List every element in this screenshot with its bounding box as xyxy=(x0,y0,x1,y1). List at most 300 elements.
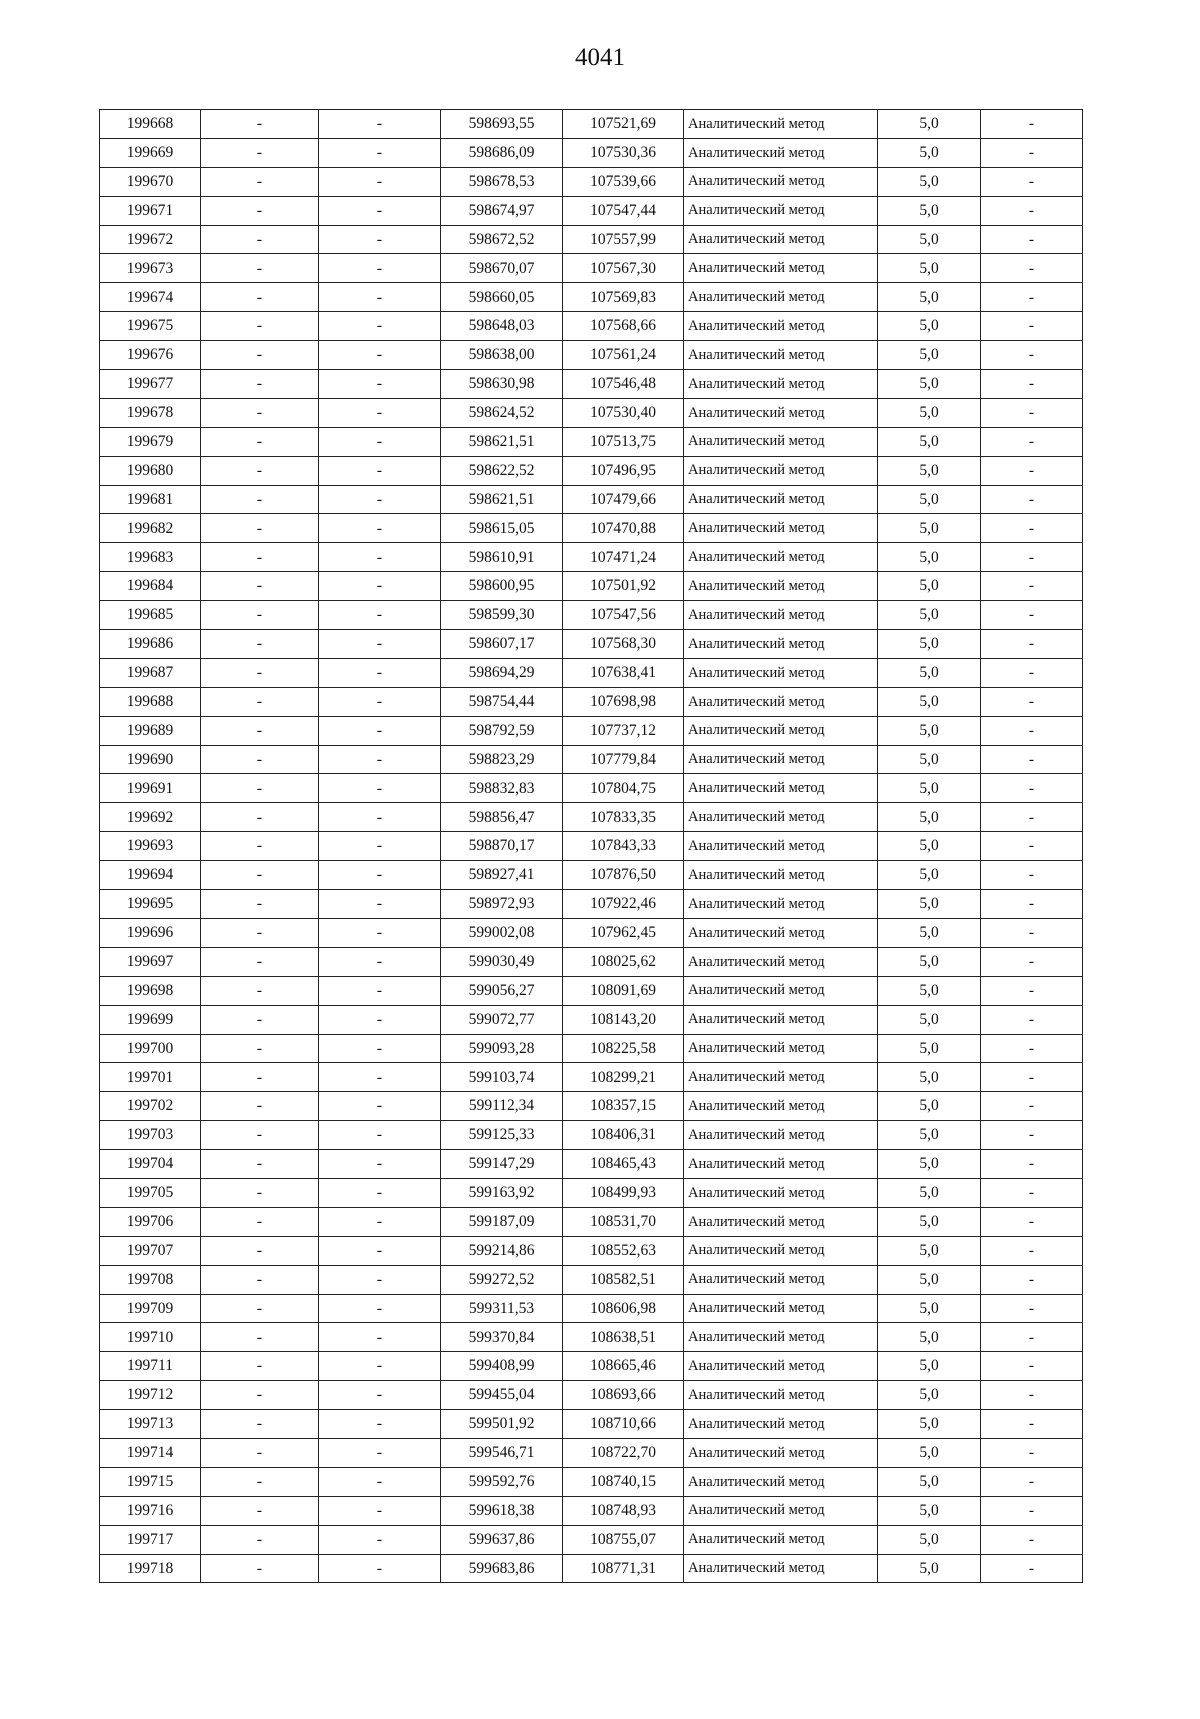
accuracy-cell: 5,0 xyxy=(878,398,981,427)
empty-cell: - xyxy=(981,803,1083,832)
point-number-cell: 199701 xyxy=(100,1063,201,1092)
method-cell: Аналитический метод xyxy=(684,1034,878,1063)
accuracy-cell: 5,0 xyxy=(878,803,981,832)
empty-cell: - xyxy=(981,976,1083,1005)
method-cell: Аналитический метод xyxy=(684,341,878,370)
accuracy-cell: 5,0 xyxy=(878,225,981,254)
empty-cell: - xyxy=(319,370,441,399)
accuracy-cell: 5,0 xyxy=(878,890,981,919)
method-cell: Аналитический метод xyxy=(684,138,878,167)
point-number-cell: 199669 xyxy=(100,138,201,167)
y-coordinate-cell: 108499,93 xyxy=(563,1178,684,1207)
empty-cell: - xyxy=(201,572,319,601)
empty-cell: - xyxy=(981,1525,1083,1554)
empty-cell: - xyxy=(981,1554,1083,1583)
empty-cell: - xyxy=(201,658,319,687)
y-coordinate-cell: 107547,56 xyxy=(563,601,684,630)
accuracy-cell: 5,0 xyxy=(878,283,981,312)
empty-cell: - xyxy=(981,1005,1083,1034)
accuracy-cell: 5,0 xyxy=(878,370,981,399)
method-cell: Аналитический метод xyxy=(684,254,878,283)
empty-cell: - xyxy=(201,225,319,254)
accuracy-cell: 5,0 xyxy=(878,1438,981,1467)
y-coordinate-cell: 107779,84 xyxy=(563,745,684,774)
accuracy-cell: 5,0 xyxy=(878,601,981,630)
accuracy-cell: 5,0 xyxy=(878,658,981,687)
method-cell: Аналитический метод xyxy=(684,1265,878,1294)
empty-cell: - xyxy=(319,572,441,601)
table-row xyxy=(100,1438,1083,1467)
empty-cell: - xyxy=(201,1150,319,1179)
table-row xyxy=(100,196,1083,225)
empty-cell: - xyxy=(319,225,441,254)
method-cell: Аналитический метод xyxy=(684,832,878,861)
table-row xyxy=(100,1236,1083,1265)
x-coordinate-cell: 598648,03 xyxy=(441,312,563,341)
y-coordinate-cell: 107557,99 xyxy=(563,225,684,254)
empty-cell: - xyxy=(319,1323,441,1352)
table-row xyxy=(100,110,1083,139)
empty-cell: - xyxy=(201,1121,319,1150)
empty-cell: - xyxy=(981,514,1083,543)
empty-cell: - xyxy=(319,1265,441,1294)
y-coordinate-cell: 108143,20 xyxy=(563,1005,684,1034)
point-number-cell: 199712 xyxy=(100,1381,201,1410)
x-coordinate-cell: 599618,38 xyxy=(441,1496,563,1525)
empty-cell: - xyxy=(201,398,319,427)
point-number-cell: 199678 xyxy=(100,398,201,427)
empty-cell: - xyxy=(319,1207,441,1236)
accuracy-cell: 5,0 xyxy=(878,630,981,659)
point-number-cell: 199695 xyxy=(100,890,201,919)
point-number-cell: 199688 xyxy=(100,687,201,716)
table-row xyxy=(100,658,1083,687)
point-number-cell: 199682 xyxy=(100,514,201,543)
point-number-cell: 199705 xyxy=(100,1178,201,1207)
empty-cell: - xyxy=(981,485,1083,514)
table-row xyxy=(100,1381,1083,1410)
accuracy-cell: 5,0 xyxy=(878,1410,981,1439)
table-row xyxy=(100,138,1083,167)
method-cell: Аналитический метод xyxy=(684,687,878,716)
empty-cell: - xyxy=(981,1034,1083,1063)
y-coordinate-cell: 108693,66 xyxy=(563,1381,684,1410)
empty-cell: - xyxy=(201,1381,319,1410)
x-coordinate-cell: 598624,52 xyxy=(441,398,563,427)
x-coordinate-cell: 598599,30 xyxy=(441,601,563,630)
empty-cell: - xyxy=(201,196,319,225)
table-row xyxy=(100,1525,1083,1554)
table-row xyxy=(100,1178,1083,1207)
table-body xyxy=(100,110,1083,1583)
empty-cell: - xyxy=(981,1236,1083,1265)
y-coordinate-cell: 107804,75 xyxy=(563,774,684,803)
y-coordinate-cell: 107546,48 xyxy=(563,370,684,399)
table-row xyxy=(100,398,1083,427)
point-number-cell: 199694 xyxy=(100,861,201,890)
table-row xyxy=(100,861,1083,890)
coordinates-table xyxy=(99,109,1083,1583)
accuracy-cell: 5,0 xyxy=(878,543,981,572)
point-number-cell: 199702 xyxy=(100,1092,201,1121)
empty-cell: - xyxy=(319,1554,441,1583)
empty-cell: - xyxy=(981,745,1083,774)
empty-cell: - xyxy=(981,1150,1083,1179)
empty-cell: - xyxy=(201,1236,319,1265)
empty-cell: - xyxy=(319,398,441,427)
method-cell: Аналитический метод xyxy=(684,283,878,312)
empty-cell: - xyxy=(201,630,319,659)
y-coordinate-cell: 107501,92 xyxy=(563,572,684,601)
accuracy-cell: 5,0 xyxy=(878,1005,981,1034)
method-cell: Аналитический метод xyxy=(684,861,878,890)
method-cell: Аналитический метод xyxy=(684,196,878,225)
y-coordinate-cell: 108606,98 xyxy=(563,1294,684,1323)
point-number-cell: 199714 xyxy=(100,1438,201,1467)
point-number-cell: 199715 xyxy=(100,1467,201,1496)
x-coordinate-cell: 598630,98 xyxy=(441,370,563,399)
point-number-cell: 199675 xyxy=(100,312,201,341)
empty-cell: - xyxy=(201,1467,319,1496)
empty-cell: - xyxy=(319,167,441,196)
x-coordinate-cell: 598621,51 xyxy=(441,485,563,514)
empty-cell: - xyxy=(981,1467,1083,1496)
accuracy-cell: 5,0 xyxy=(878,341,981,370)
x-coordinate-cell: 598672,52 xyxy=(441,225,563,254)
accuracy-cell: 5,0 xyxy=(878,1178,981,1207)
y-coordinate-cell: 107833,35 xyxy=(563,803,684,832)
y-coordinate-cell: 107471,24 xyxy=(563,543,684,572)
x-coordinate-cell: 599311,53 xyxy=(441,1294,563,1323)
empty-cell: - xyxy=(981,1121,1083,1150)
empty-cell: - xyxy=(981,138,1083,167)
table-row xyxy=(100,947,1083,976)
y-coordinate-cell: 107530,36 xyxy=(563,138,684,167)
empty-cell: - xyxy=(981,687,1083,716)
empty-cell: - xyxy=(981,196,1083,225)
empty-cell: - xyxy=(201,1092,319,1121)
x-coordinate-cell: 599147,29 xyxy=(441,1150,563,1179)
table-row xyxy=(100,803,1083,832)
empty-cell: - xyxy=(201,1265,319,1294)
empty-cell: - xyxy=(319,138,441,167)
x-coordinate-cell: 599125,33 xyxy=(441,1121,563,1150)
y-coordinate-cell: 107737,12 xyxy=(563,716,684,745)
y-coordinate-cell: 107521,69 xyxy=(563,110,684,139)
empty-cell: - xyxy=(319,1467,441,1496)
point-number-cell: 199708 xyxy=(100,1265,201,1294)
x-coordinate-cell: 598754,44 xyxy=(441,687,563,716)
method-cell: Аналитический метод xyxy=(684,456,878,485)
accuracy-cell: 5,0 xyxy=(878,745,981,774)
empty-cell: - xyxy=(319,427,441,456)
method-cell: Аналитический метод xyxy=(684,1092,878,1121)
y-coordinate-cell: 107638,41 xyxy=(563,658,684,687)
table-row xyxy=(100,456,1083,485)
empty-cell: - xyxy=(319,1381,441,1410)
table-row xyxy=(100,1092,1083,1121)
accuracy-cell: 5,0 xyxy=(878,167,981,196)
empty-cell: - xyxy=(981,427,1083,456)
empty-cell: - xyxy=(201,1554,319,1583)
table-row xyxy=(100,312,1083,341)
empty-cell: - xyxy=(319,1236,441,1265)
y-coordinate-cell: 107479,66 xyxy=(563,485,684,514)
method-cell: Аналитический метод xyxy=(684,716,878,745)
table-row xyxy=(100,167,1083,196)
x-coordinate-cell: 599002,08 xyxy=(441,918,563,947)
table-row xyxy=(100,601,1083,630)
point-number-cell: 199692 xyxy=(100,803,201,832)
accuracy-cell: 5,0 xyxy=(878,1352,981,1381)
point-number-cell: 199687 xyxy=(100,658,201,687)
accuracy-cell: 5,0 xyxy=(878,572,981,601)
empty-cell: - xyxy=(201,341,319,370)
empty-cell: - xyxy=(981,630,1083,659)
empty-cell: - xyxy=(319,1178,441,1207)
empty-cell: - xyxy=(981,1265,1083,1294)
x-coordinate-cell: 598870,17 xyxy=(441,832,563,861)
x-coordinate-cell: 598694,29 xyxy=(441,658,563,687)
empty-cell: - xyxy=(201,167,319,196)
point-number-cell: 199700 xyxy=(100,1034,201,1063)
accuracy-cell: 5,0 xyxy=(878,1236,981,1265)
point-number-cell: 199683 xyxy=(100,543,201,572)
table-row xyxy=(100,370,1083,399)
empty-cell: - xyxy=(981,1207,1083,1236)
method-cell: Аналитический метод xyxy=(684,1063,878,1092)
accuracy-cell: 5,0 xyxy=(878,138,981,167)
point-number-cell: 199672 xyxy=(100,225,201,254)
method-cell: Аналитический метод xyxy=(684,1410,878,1439)
empty-cell: - xyxy=(319,1005,441,1034)
y-coordinate-cell: 107569,83 xyxy=(563,283,684,312)
empty-cell: - xyxy=(201,456,319,485)
point-number-cell: 199691 xyxy=(100,774,201,803)
empty-cell: - xyxy=(981,167,1083,196)
x-coordinate-cell: 598638,00 xyxy=(441,341,563,370)
empty-cell: - xyxy=(319,1063,441,1092)
x-coordinate-cell: 598927,41 xyxy=(441,861,563,890)
method-cell: Аналитический метод xyxy=(684,774,878,803)
empty-cell: - xyxy=(201,745,319,774)
x-coordinate-cell: 598832,83 xyxy=(441,774,563,803)
y-coordinate-cell: 107567,30 xyxy=(563,254,684,283)
method-cell: Аналитический метод xyxy=(684,1236,878,1265)
empty-cell: - xyxy=(201,283,319,312)
x-coordinate-cell: 599455,04 xyxy=(441,1381,563,1410)
point-number-cell: 199689 xyxy=(100,716,201,745)
empty-cell: - xyxy=(319,803,441,832)
empty-cell: - xyxy=(981,658,1083,687)
empty-cell: - xyxy=(201,543,319,572)
method-cell: Аналитический метод xyxy=(684,947,878,976)
table-row xyxy=(100,427,1083,456)
accuracy-cell: 5,0 xyxy=(878,976,981,1005)
empty-cell: - xyxy=(981,543,1083,572)
point-number-cell: 199709 xyxy=(100,1294,201,1323)
x-coordinate-cell: 598615,05 xyxy=(441,514,563,543)
table-row xyxy=(100,890,1083,919)
empty-cell: - xyxy=(981,601,1083,630)
empty-cell: - xyxy=(201,1207,319,1236)
table-row xyxy=(100,918,1083,947)
method-cell: Аналитический метод xyxy=(684,572,878,601)
y-coordinate-cell: 107547,44 xyxy=(563,196,684,225)
empty-cell: - xyxy=(201,312,319,341)
empty-cell: - xyxy=(201,832,319,861)
empty-cell: - xyxy=(981,398,1083,427)
method-cell: Аналитический метод xyxy=(684,1467,878,1496)
empty-cell: - xyxy=(981,1178,1083,1207)
empty-cell: - xyxy=(981,918,1083,947)
empty-cell: - xyxy=(981,1294,1083,1323)
x-coordinate-cell: 598972,93 xyxy=(441,890,563,919)
point-number-cell: 199668 xyxy=(100,110,201,139)
method-cell: Аналитический метод xyxy=(684,1207,878,1236)
empty-cell: - xyxy=(319,1438,441,1467)
empty-cell: - xyxy=(981,716,1083,745)
empty-cell: - xyxy=(319,918,441,947)
empty-cell: - xyxy=(319,312,441,341)
accuracy-cell: 5,0 xyxy=(878,1525,981,1554)
method-cell: Аналитический метод xyxy=(684,1294,878,1323)
point-number-cell: 199684 xyxy=(100,572,201,601)
method-cell: Аналитический метод xyxy=(684,1005,878,1034)
point-number-cell: 199717 xyxy=(100,1525,201,1554)
empty-cell: - xyxy=(981,283,1083,312)
x-coordinate-cell: 599093,28 xyxy=(441,1034,563,1063)
x-coordinate-cell: 599163,92 xyxy=(441,1178,563,1207)
y-coordinate-cell: 108755,07 xyxy=(563,1525,684,1554)
x-coordinate-cell: 599103,74 xyxy=(441,1063,563,1092)
empty-cell: - xyxy=(201,110,319,139)
empty-cell: - xyxy=(319,1150,441,1179)
y-coordinate-cell: 108531,70 xyxy=(563,1207,684,1236)
accuracy-cell: 5,0 xyxy=(878,687,981,716)
accuracy-cell: 5,0 xyxy=(878,1034,981,1063)
method-cell: Аналитический метод xyxy=(684,1496,878,1525)
y-coordinate-cell: 108357,15 xyxy=(563,1092,684,1121)
method-cell: Аналитический метод xyxy=(684,976,878,1005)
y-coordinate-cell: 107843,33 xyxy=(563,832,684,861)
point-number-cell: 199710 xyxy=(100,1323,201,1352)
empty-cell: - xyxy=(319,1121,441,1150)
empty-cell: - xyxy=(319,890,441,919)
point-number-cell: 199707 xyxy=(100,1236,201,1265)
empty-cell: - xyxy=(319,976,441,1005)
x-coordinate-cell: 599112,34 xyxy=(441,1092,563,1121)
x-coordinate-cell: 598856,47 xyxy=(441,803,563,832)
y-coordinate-cell: 108665,46 xyxy=(563,1352,684,1381)
accuracy-cell: 5,0 xyxy=(878,1496,981,1525)
accuracy-cell: 5,0 xyxy=(878,485,981,514)
table-row xyxy=(100,687,1083,716)
empty-cell: - xyxy=(319,687,441,716)
x-coordinate-cell: 598610,91 xyxy=(441,543,563,572)
y-coordinate-cell: 107568,66 xyxy=(563,312,684,341)
empty-cell: - xyxy=(201,687,319,716)
empty-cell: - xyxy=(981,225,1083,254)
empty-cell: - xyxy=(201,1410,319,1439)
empty-cell: - xyxy=(981,254,1083,283)
accuracy-cell: 5,0 xyxy=(878,1092,981,1121)
empty-cell: - xyxy=(319,601,441,630)
method-cell: Аналитический метод xyxy=(684,1323,878,1352)
accuracy-cell: 5,0 xyxy=(878,110,981,139)
table-row xyxy=(100,1294,1083,1323)
table-row xyxy=(100,283,1083,312)
empty-cell: - xyxy=(319,543,441,572)
accuracy-cell: 5,0 xyxy=(878,312,981,341)
empty-cell: - xyxy=(981,947,1083,976)
empty-cell: - xyxy=(981,1323,1083,1352)
y-coordinate-cell: 108091,69 xyxy=(563,976,684,1005)
empty-cell: - xyxy=(319,1294,441,1323)
method-cell: Аналитический метод xyxy=(684,1554,878,1583)
accuracy-cell: 5,0 xyxy=(878,1467,981,1496)
empty-cell: - xyxy=(319,774,441,803)
empty-cell: - xyxy=(201,1005,319,1034)
table-row xyxy=(100,832,1083,861)
point-number-cell: 199673 xyxy=(100,254,201,283)
method-cell: Аналитический метод xyxy=(684,745,878,774)
table-row xyxy=(100,485,1083,514)
accuracy-cell: 5,0 xyxy=(878,832,981,861)
method-cell: Аналитический метод xyxy=(684,370,878,399)
table-row xyxy=(100,716,1083,745)
empty-cell: - xyxy=(981,890,1083,919)
empty-cell: - xyxy=(201,1034,319,1063)
empty-cell: - xyxy=(981,1410,1083,1439)
accuracy-cell: 5,0 xyxy=(878,716,981,745)
table-row xyxy=(100,1034,1083,1063)
y-coordinate-cell: 107962,45 xyxy=(563,918,684,947)
empty-cell: - xyxy=(201,1178,319,1207)
empty-cell: - xyxy=(981,1352,1083,1381)
accuracy-cell: 5,0 xyxy=(878,1554,981,1583)
table-row xyxy=(100,745,1083,774)
empty-cell: - xyxy=(319,341,441,370)
empty-cell: - xyxy=(319,485,441,514)
point-number-cell: 199693 xyxy=(100,832,201,861)
empty-cell: - xyxy=(981,1381,1083,1410)
y-coordinate-cell: 108225,58 xyxy=(563,1034,684,1063)
x-coordinate-cell: 598621,51 xyxy=(441,427,563,456)
accuracy-cell: 5,0 xyxy=(878,456,981,485)
point-number-cell: 199681 xyxy=(100,485,201,514)
empty-cell: - xyxy=(981,861,1083,890)
empty-cell: - xyxy=(201,716,319,745)
method-cell: Аналитический метод xyxy=(684,918,878,947)
empty-cell: - xyxy=(319,1496,441,1525)
y-coordinate-cell: 108710,66 xyxy=(563,1410,684,1439)
table-row xyxy=(100,1265,1083,1294)
table-row xyxy=(100,543,1083,572)
x-coordinate-cell: 598607,17 xyxy=(441,630,563,659)
method-cell: Аналитический метод xyxy=(684,1381,878,1410)
empty-cell: - xyxy=(319,630,441,659)
table-row xyxy=(100,514,1083,543)
empty-cell: - xyxy=(201,427,319,456)
empty-cell: - xyxy=(981,832,1083,861)
method-cell: Аналитический метод xyxy=(684,1352,878,1381)
method-cell: Аналитический метод xyxy=(684,803,878,832)
empty-cell: - xyxy=(201,254,319,283)
x-coordinate-cell: 598600,95 xyxy=(441,572,563,601)
empty-cell: - xyxy=(201,601,319,630)
point-number-cell: 199677 xyxy=(100,370,201,399)
